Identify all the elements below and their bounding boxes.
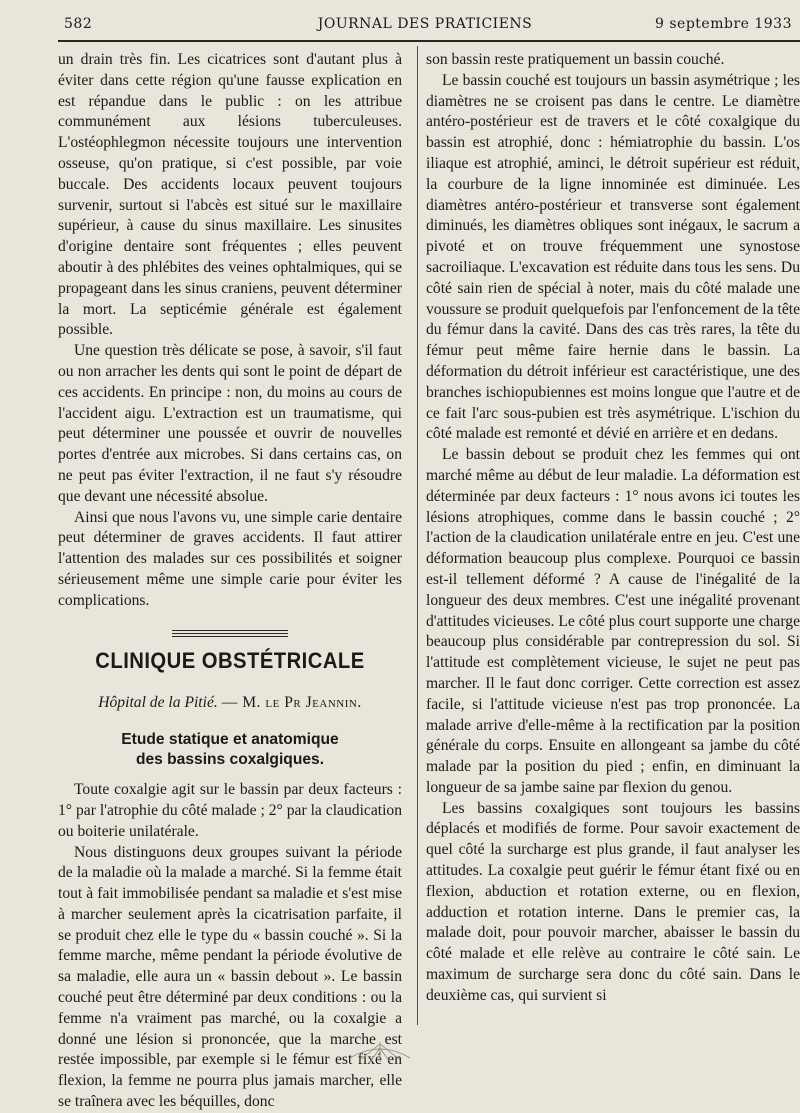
section-title: CLINIQUE OBSTÉTRICALE: [95, 647, 365, 673]
byline-author: — M. le Pr Jeannin.: [221, 694, 362, 712]
printer-ornament-icon: [340, 1036, 420, 1066]
byline-place: Hôpital de la Pitié.: [98, 694, 218, 712]
paragraph: Ainsi que nous l'avons vu, une simple carie dentaire peut déterminer de graves accidents. Il faut attirer l'attention des malades sur ces possibilités et soigner sérieusement même une simple carie pour éviter les complications.: [58, 508, 402, 609]
paragraph: Une question très délicate se pose, à savoir, s'il faut ou non arracher les dents qui sont le point de départ de ces accidents. En principe : non, du moins au cours de l'accident aigu. L'extraction est un traumatisme, qui peut déterminer une poussée et ouvrir de nouvelles portes d'entrée aux microbes. Si dans certains cas, on ne peut pas éviter l'extraction, il ne faut s'y résoudre que devant une nécessité absolue.: [58, 342, 402, 505]
issue-date: 9 septembre 1933: [655, 16, 792, 32]
paragraph: Le bassin couché est toujours un bassin asymétrique ; les diamètres ne se croisent pas dans le centre. Le diamètre antéro-postérieur est de travers et le côté coxalgique du bassin est atrophié, donc : hémiatrophie du bassin. L'os iliaque est atrophié, aminci, le détroit supérieur est réduit, la courbure de la ligne innominée est diminuée. Les diamètres antéro-postérieur et transverse sont également diminués, les diamètres obliques sont inégaux, le sacrum a pivoté et on trouve fréquemment une synostose sacroiliaque. L'excavation est réduite dans tous les sens. Du côté sain rien de spécial à noter, mais du côté malade une voussure se produit quelquefois par l'enfoncement de la tête du fémur dans la cavité. Dans des cas très rares, la tête du fémur peut même faire hernie dans le bassin. La déformation du détroit inférieur est caractéristique, une des branches ischiopubiennes est moins longue que l'autre et de ce fait l'arc sous-pubien est très asymétrique. L'ischion du côté malade est remonté et dévié en arrière et en dedans.: [426, 71, 800, 443]
paragraph: Nous distinguons deux groupes suivant la période de la maladie où la malade a marché. Si la femme était tout à fait immobilisée pendant sa maladie et s'est mise à marcher seulement après la cicatrisation parfaite, il se produit chez elle le type du « bassin couché ». Si la femme marche, même pendant la période évolutive de sa maladie, elle aura un « bassin debout ». Le bassin couché peut être déterminé par deux conditions : ou la femme n'a vraiment pas marché, ou la coxalgie a donné une lésion si prononcée, que la marche est restée impossible, par exemple si le fémur est fixé en flexion, la femme ne pourra plus jamais marcher, elle se traînera avec les béquilles, donc: [58, 843, 402, 1111]
paragraph: un drain très fin. Les cicatrices sont d'autant plus à éviter dans cette région qu'une fausse explication en est répandue dans le public : on les attribue communément aux lésions tuberculeuses. L'ostéophlegmon nécessite toujours une intervention osseuse, qu'on pratique, si c'est possible, par voie buccale. Des accidents locaux peuvent toujours survenir, surtout si l'abcès est situé sur le maxillaire supérieur, à cause du sinus maxillaire. Les sinusites d'origine dentaire sont fréquentes ; elles peuvent aboutir à des phlébites des veines ophtalmiques, qui se propageant dans les sinus craniens, peuvent déterminer la mort. La septicémie générale est également possible.: [58, 51, 402, 339]
running-header: [58, 16, 792, 38]
header-rule: [58, 40, 800, 42]
article-subtitle: [58, 730, 402, 770]
paragraph: son bassin reste pratiquement un bassin couché.: [426, 51, 725, 68]
column-divider: [417, 46, 418, 1025]
subtitle-line-1: Etude statique et anatomique: [121, 731, 339, 749]
paragraph: Toute coxalgie agit sur le bassin par deux facteurs : 1° par l'atrophie du côté malade ; 2° par la claudication ou boiterie unilatérale.: [58, 781, 402, 840]
left-column: [58, 50, 402, 1113]
paragraph: Les bassins coxalgiques sont toujours les bassins déplacés et modifiés de forme. Pour savoir exactement de quel côté la surcharge est plus grande, il faut analyser les attitudes. La coxalgie peut guérir le fémur étant fixé ou en flexion, abduction et rotation externe, ou en flexion, adduction et rotation interne. Dans le premier cas, la malade doit, pour pouvoir marcher, abaisser le bassin du côté malade et elle relève au contraire le côté sain. Le maximum de surcharge sera donc du côté sain. Dans le deuxième cas, qui survient si: [426, 799, 800, 1004]
subtitle-line-2: des bassins coxalgiques.: [135, 751, 325, 769]
section-separator: [172, 630, 288, 637]
right-column: [426, 50, 800, 1007]
paragraph: Le bassin debout se produit chez les femmes qui ont marché même au début de leur maladie. La déformation est déterminée par deux facteurs : 1° nous avons ici toutes les lésions atrophiques, comme dans le bassin couché ; 2° l'action de la claudication unilatérale entre en jeu. C'est une déformation beaucoup plus complexe. Pourquoi ce bassin est-il tellement déformé ? A cause de l'inégalité de la longueur des deux membres. C'est une inégalité provenant d'attitudes vicieuses. Le côté plus court supporte une charge beaucoup plus considérable par contrepression du sol. Si l'attitude est complètement vicieuse, le sujet ne peut pas marcher. Il le faut donc corriger. Cette correction est assez facile, si l'attitude vicieuse n'est pas trop prononcée. La malade arrive d'elle-même à la rectification par la position générale du corps. Ensuite en allongeant sa jambe du côté malade par la position du pied ; enfin, en diminuant la longueur de sa jambe saine par flexion du genou.: [426, 446, 800, 796]
page-number: 582: [64, 16, 93, 32]
byline: [58, 693, 402, 714]
journal-title: JOURNAL DES PRATICIENS: [317, 16, 533, 32]
